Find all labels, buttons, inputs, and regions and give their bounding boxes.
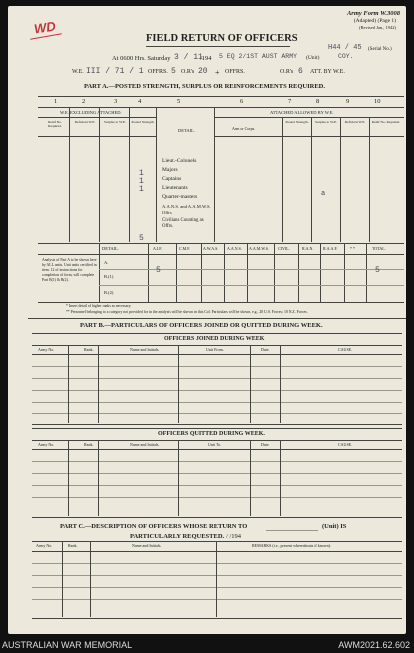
col-line — [148, 244, 149, 302]
col-line — [129, 107, 130, 242]
row-divider — [99, 285, 404, 286]
col-num-7: 7 — [288, 98, 292, 105]
rank-aans: A.A.N.S. and A.A.M.W.S. Offrs — [162, 204, 211, 215]
col-line — [68, 345, 69, 423]
row-line — [32, 402, 402, 403]
ors-hand: 20 — [198, 67, 208, 76]
c-h-name: Name and Initials. — [132, 543, 162, 548]
col-num-2: 2 — [82, 98, 86, 105]
joined-h-cause: CAUSE. — [338, 347, 353, 352]
part-c-table — [32, 541, 402, 619]
offrs2-label: OFFRS. — [225, 69, 245, 75]
part-c-fill-line — [266, 530, 318, 531]
c-h-rank: Rank. — [68, 543, 78, 548]
col-line — [344, 244, 345, 302]
rank-majors: Majors — [162, 167, 178, 173]
sum-h-awas: A.W.A.S. — [203, 246, 219, 251]
row-line — [32, 485, 402, 486]
col-line — [62, 541, 63, 617]
sum-h-raaf: R.A.A.F. — [323, 246, 338, 251]
joined-h-armyno: Army No. — [38, 347, 55, 352]
quitted-h-unit: Unit To. — [208, 442, 222, 447]
row-divider — [32, 551, 402, 552]
col-line — [311, 117, 312, 242]
row-line — [32, 563, 402, 564]
row-divider — [38, 136, 156, 137]
right-sub-2: Posted Strength. — [285, 120, 309, 124]
col-line — [178, 345, 179, 423]
col-line — [250, 345, 251, 423]
row-line — [32, 587, 402, 588]
year-label: /194 — [200, 55, 212, 62]
summary-line — [38, 254, 404, 255]
col-line — [156, 107, 157, 242]
col-line — [98, 345, 99, 423]
c-h-armyno: Army No. — [36, 543, 53, 548]
right-sub-4: Deficient W.E. — [344, 120, 366, 124]
footer-accession: AWM2021.62.602 — [338, 640, 410, 650]
left-sub-2: Deficient W.E. — [74, 120, 96, 124]
col-line — [90, 541, 91, 617]
row-divider — [38, 302, 404, 303]
row-line — [32, 461, 402, 462]
quitted-h-cause: CAUSE. — [338, 442, 353, 447]
joined-h-name: Name and Initials. — [130, 347, 160, 352]
sum-h-aif: A.I.F. — [153, 246, 163, 251]
row-divider — [214, 136, 404, 137]
posted-total-hand: 5 — [139, 234, 144, 243]
sum-h-civil: CIVIL. — [278, 246, 290, 251]
row-divider — [38, 107, 404, 108]
we-label: W.E. — [72, 69, 84, 75]
row-line — [32, 390, 402, 391]
quitted-h-rank: Rank. — [84, 442, 94, 447]
col-num-3: 3 — [114, 98, 118, 105]
col-line — [176, 244, 177, 302]
left-group-head: W.E. EXCLUDING ATTACHED. — [60, 110, 122, 115]
part-c-heading: PART C.—DESCRIPTION OF OFFICERS WHOSE RETURN TO — [60, 523, 248, 530]
right-sub-5: Reinf No. Required. — [371, 120, 401, 124]
right-sub-1: Arm or Corps. — [232, 126, 256, 131]
part-a-table — [38, 96, 404, 244]
rank-civilians: Civilians Counting as Offrs. — [162, 218, 204, 229]
offrs-hand: 5 — [171, 67, 176, 76]
row-divider — [32, 345, 402, 346]
footer-institution: AUSTRALIAN WAR MEMORIAL — [2, 640, 133, 650]
left-sub-1: Reinf No. Required. — [48, 120, 62, 128]
row-divider — [32, 354, 402, 355]
col-line — [250, 440, 251, 516]
title-underline — [146, 46, 290, 47]
right-mark-hand: a — [321, 190, 326, 198]
row-divider — [99, 269, 404, 270]
col-num-10: 10 — [374, 98, 381, 105]
col-num-5: 5 — [177, 98, 181, 105]
col-line — [224, 244, 225, 302]
mark-3: 1 — [139, 185, 144, 194]
row-divider — [32, 449, 402, 450]
form-number: Army Form W.3008 — [346, 10, 400, 17]
form-revised: (Revised Jan., 1942) — [359, 25, 396, 30]
row-divider — [38, 117, 156, 118]
mark-1: 1 — [139, 169, 144, 178]
serial-hand: H44 / 45 — [328, 44, 362, 52]
col-line — [280, 345, 281, 423]
col-num-8: 8 — [316, 98, 320, 105]
row-line — [32, 378, 402, 379]
col-num-1: 1 — [54, 98, 58, 105]
summary-note: Analysis of Part A to be shown here by ALL units. Unit units certified in item. 12 of instructions for completion of form, will complete Part B(1) & B(2). — [42, 258, 97, 282]
part-c-unit: (Unit) IS — [322, 523, 347, 530]
sum-h-aans: A.A.N.S. — [227, 246, 242, 251]
date-hand: 3 / 11 — [174, 53, 203, 62]
mark-2: 1 — [139, 177, 144, 186]
joined-h-date: Date. — [261, 347, 270, 352]
joined-h-unit: Unit From. — [206, 347, 224, 352]
sum-h-cmf: C.M.F. — [179, 246, 191, 251]
serial-label: (Serial No.) — [368, 47, 392, 52]
form-sheet — [8, 6, 406, 634]
col-line — [201, 244, 202, 302]
col-line — [247, 244, 248, 302]
unit-tail-hand: COY. — [338, 53, 354, 60]
ors-label: O.R's — [181, 69, 195, 75]
sum-h-aamws: A.A.M.W.S. — [249, 246, 269, 251]
foot-note-2: ** Personnel belonging to a category not provided for in the analysis will be shown in this Col. Particulars will be shown, e.g., 20 U.S. Forces; 10 N.Z. Forces. — [66, 310, 308, 314]
row-line — [32, 366, 402, 367]
rank-captains: Captains — [162, 176, 182, 182]
col-line — [178, 440, 179, 516]
part-b-heading: PART B.—PARTICULARS OF OFFICERS JOINED OR QUITTED DURING WEEK. — [80, 322, 323, 329]
form-adapted: (Adapted) (Page 1) — [353, 18, 396, 24]
col-num-4: 4 — [138, 98, 142, 105]
footer-bar — [0, 638, 414, 653]
joined-title: OFFICERS JOINED DURING WEEK — [164, 336, 265, 342]
row-divider — [32, 440, 402, 441]
col-line — [98, 440, 99, 516]
right-group-head: ATTACHED ALLOWED BY W.E. — [270, 110, 334, 115]
col-num-9: 9 — [346, 98, 350, 105]
col-line — [214, 107, 215, 242]
total-hand: 5 — [375, 266, 380, 275]
right-sub-3: Surplus to W.E. — [315, 120, 337, 124]
row-line — [32, 575, 402, 576]
offrs-label: OFFRS. — [148, 69, 168, 75]
plus-sign: + — [215, 68, 220, 77]
col-line — [282, 117, 283, 242]
we-hand: III / 71 / 1 — [86, 67, 144, 76]
quitted-title: OFFICERS QUITTED DURING WEEK. — [158, 431, 265, 437]
row-line — [32, 497, 402, 498]
sum-h-total: TOTAL. — [372, 246, 386, 251]
section-line — [28, 318, 406, 319]
col-line — [69, 107, 70, 242]
left-sub-3: Surplus to W.E. — [104, 120, 126, 124]
detail-head: DETAIL. — [178, 128, 196, 133]
col-num-6: 6 — [240, 98, 244, 105]
unit-hand: 5 EQ 2/1ST AUST ARMY — [219, 53, 298, 60]
summary-detail-head: DETAIL. — [102, 246, 120, 251]
col-line — [298, 244, 299, 302]
at-line: At 0600 Hrs. Saturday — [112, 55, 171, 62]
sum-h-ran: R.A.N. — [302, 246, 314, 251]
ors2-label: O.R's — [280, 69, 294, 75]
left-sub-4: Posted Strength. — [131, 120, 155, 124]
sum-row-b2: B.(2) — [104, 290, 114, 295]
row-line — [32, 599, 402, 600]
row-line — [32, 473, 402, 474]
col-line — [99, 107, 100, 242]
joined-h-rank: Rank. — [84, 347, 94, 352]
col-line — [274, 244, 275, 302]
col-line — [99, 244, 100, 302]
att-label: ATT. BY W.E. — [310, 69, 345, 75]
c-h-remarks: REMARKS (i.e., present whereabouts if known). — [252, 543, 331, 548]
col-line — [216, 541, 217, 617]
quitted-h-armyno: Army No. — [38, 442, 55, 447]
sum-row-a: A. — [104, 260, 109, 265]
col-line — [340, 117, 341, 242]
wd-stamp: WD — [33, 18, 57, 37]
quitted-h-date: Date. — [261, 442, 270, 447]
part-c-date: / /194 — [226, 533, 241, 540]
sum-row-b1: B.(1) — [104, 274, 114, 279]
part-a-heading: PART A.—POSTED STRENGTH, SURPLUS OR REINFORCEMENTS REQUIRED. — [84, 83, 325, 90]
row-line — [32, 413, 402, 414]
part-c-requested: PARTICULARLY REQUESTED. — [130, 533, 225, 540]
row-divider — [214, 117, 404, 118]
col-line — [366, 244, 367, 302]
col-line — [280, 440, 281, 516]
rank-qm: Quarter-masters — [162, 194, 198, 200]
rank-lieutenants: Lieutenants — [162, 185, 188, 191]
col-line — [369, 117, 370, 242]
aif-hand: 5 — [156, 266, 161, 275]
ors2-hand: 6 — [298, 67, 303, 76]
rank-lt-col: Lieut.-Colonels — [162, 158, 197, 164]
form-title: FIELD RETURN OF OFFICERS — [146, 33, 298, 44]
foot-note-1: * Insert detail of higher ranks as necessary. — [66, 304, 132, 308]
col-line — [68, 440, 69, 516]
quitted-h-name: Name and Initials. — [130, 442, 160, 447]
col-line — [320, 244, 321, 302]
unit-label: (Unit) — [306, 55, 320, 61]
sum-h-other: * * — [350, 246, 355, 251]
